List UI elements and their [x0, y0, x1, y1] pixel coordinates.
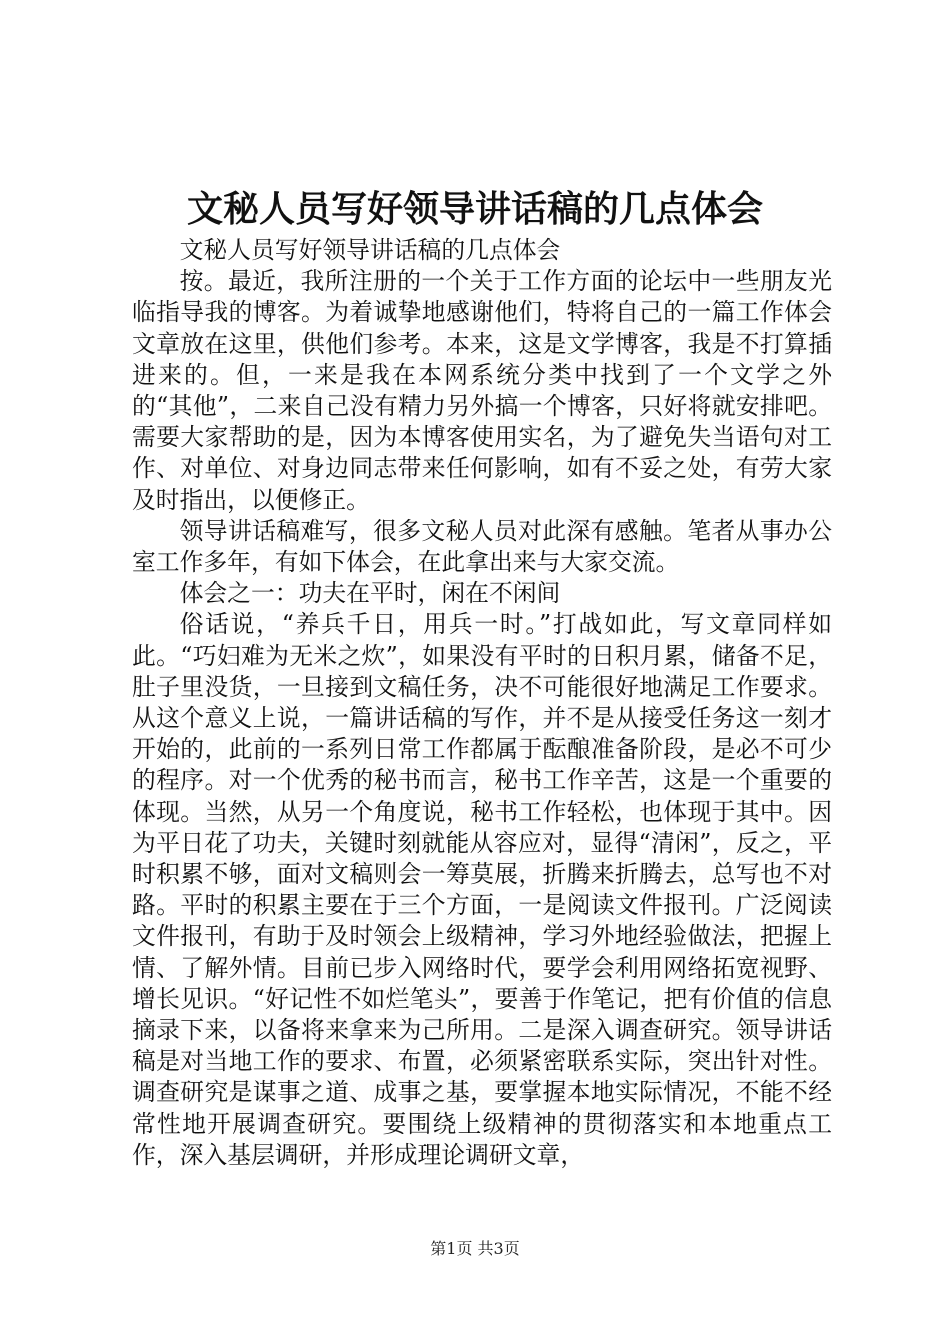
preface-paragraph: 按。最近，我所注册的一个关于工作方面的论坛中一些朋友光临指导我的博客。为着诚挚地感谢他们，特将自己的一篇工作体会文章放在这里，供他们参考。本来，这是文学博客，我是不打算插进来的。但，一来是我在本网系统分类中找到了一个文学之外的“其他”，二来自己没有精力另外搞一个博客，只好将就安排吧。需要大家帮助的是，因为本博客使用实名，为了避免失当语句对工作、对单位、对身边同志带来任何影响，如有不妥之处，有劳大家及时指出，以便修正。 [132, 267, 832, 514]
page-footer: 第1页 共3页 [430, 1239, 520, 1258]
document-body [132, 235, 832, 1171]
body-paragraph: 俗话说，“养兵千日，用兵一时。”打战如此，写文章同样如此。“巧妇难为无米之炊”，如果没有平时的日积月累，储备不足，肚子里没货，一旦接到文稿任务，决不可能很好地满足工作要求。从这个意义上说，一篇讲话稿的写作，并不是从接受任务这一刻才开始的，此前的一系列日常工作都属于酝酿准备阶段，是必不可少的程序。对一个优秀的秘书而言，秘书工作辛苦，这是一个重要的体现。当然，从另一个角度说，秘书工作轻松，也体现于其中。因为平日花了功夫，关键时刻就能从容应对，显得“清闲”，反之，平时积累不够，面对文稿则会一筹莫展，折腾来折腾去，总写也不对路。平时的积累主要在于三个方面，一是阅读文件报刊。广泛阅读文件报刊，有助于及时领会上级精神，学习外地经验做法，把握上情、了解外情。目前已步入网络时代，要学会利用网络拓宽视野、增长见识。“好记性不如烂笔头”，要善于作笔记，把有价值的信息摘录下来，以备将来拿来为己所用。二是深入调查研究。领导讲话稿是对当地工作的要求、布置，必须紧密联系实际，突出针对性。调查研究是谋事之道、成事之基，要掌握本地实际情况，不能不经常性地开展调查研究。要围绕上级精神的贯彻落实和本地重点工作，深入基层调研，并形成理论调研文章， [132, 610, 832, 1169]
intro-paragraph: 领导讲话稿难写，很多文秘人员对此深有感触。笔者从事办公室工作多年，有如下体会，在此拿出来与大家交流。 [132, 516, 832, 577]
document-title: 文秘人员写好领导讲话稿的几点体会 [186, 188, 763, 230]
section-heading: 体会之一：功夫在平时，闲在不闲间 [179, 579, 561, 608]
subtitle-paragraph: 文秘人员写好领导讲话稿的几点体会 [179, 236, 561, 264]
